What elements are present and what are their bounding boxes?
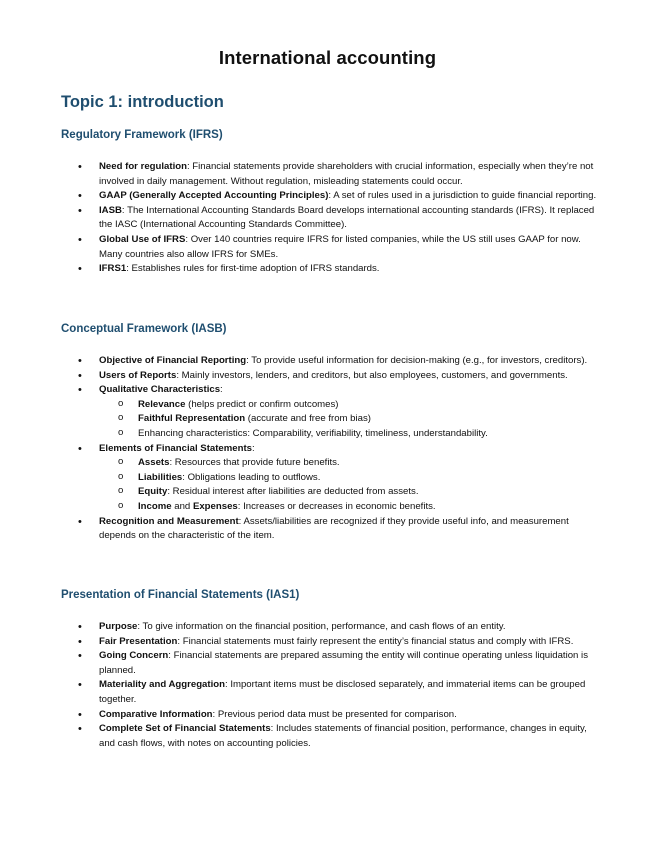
sub-list-item: o Assets: Resources that provide future benefits. (99, 456, 601, 471)
list-item: • Fair Presentation: Financial statements must fairly represent the entity’s financial status and comply with IFRS. (61, 635, 601, 650)
qualitative-sublist (99, 398, 601, 442)
elements-sublist (99, 456, 601, 514)
list-item: • Elements of Financial Statements: o Assets: Resources that provide future benefits. o Liabilities: Obligations leading to outflows. o Equity: Residual interest after liabilities are deducted from assets. o Income and Expenses: Increases or decreases in economic benefits. (61, 442, 601, 515)
list-item: • Global Use of IFRS: Over 140 countries require IFRS for listed companies, while the US still uses GAAP for now. Many countries also allow IFRS for SMEs. (61, 233, 601, 262)
list-item: • Complete Set of Financial Statements: Includes statements of financial position, performance, changes in equity, and cash flows, with notes on accounting policies. (61, 722, 601, 751)
list-item: • Comparative Information: Previous period data must be presented for comparison. (61, 708, 601, 723)
sub-list-item: o Relevance (helps predict or confirm outcomes) (99, 398, 601, 413)
list-item: • Users of Reports: Mainly investors, lenders, and creditors, but also employees, customers, and governments. (61, 369, 601, 384)
list-item: • Qualitative Characteristics: o Relevance (helps predict or confirm outcomes) o Faithful Representation (accurate and free from bias) o Enhancing characteristics: Comparability, verifiability, timeliness, understandability. (61, 383, 601, 441)
sub-list-item: o Equity: Residual interest after liabilities are deducted from assets. (99, 485, 601, 500)
sub-list-item: o Liabilities: Obligations leading to outflows. (99, 471, 601, 486)
section-heading-conceptual: Conceptual Framework (IASB) (61, 323, 227, 335)
sub-list-item: o Faithful Representation (accurate and free from bias) (99, 412, 601, 427)
topic-heading: Topic 1: introduction (61, 93, 224, 111)
section-heading-presentation: Presentation of Financial Statements (IAS1) (61, 589, 300, 601)
list-item: • Materiality and Aggregation: Important items must be disclosed separately, and immaterial items can be grouped together. (61, 678, 601, 707)
regulatory-list (61, 160, 601, 277)
list-item: • Recognition and Measurement: Assets/liabilities are recognized if they provide useful info, and measurement depends on the characteristic of the item. (61, 515, 601, 544)
presentation-list (61, 620, 601, 751)
list-item: • IASB: The International Accounting Standards Board develops international accounting standards (IFRS). It replaced the IASC (International Accounting Standards Committee). (61, 204, 601, 233)
list-item: • IFRS1: Establishes rules for first-time adoption of IFRS standards. (61, 262, 601, 277)
list-item: • Need for regulation: Financial statements provide shareholders with crucial information, especially when they’re not involved in daily management. Without regulation, misleading statements could occur. (61, 160, 601, 189)
sub-list-item: o Income and Expenses: Increases or decreases in economic benefits. (99, 500, 601, 515)
document-title: International accounting (218, 47, 437, 68)
list-item: • Objective of Financial Reporting: To provide useful information for decision-making (e.g., for investors, creditors). (61, 354, 601, 369)
list-item: • Going Concern: Financial statements are prepared assuming the entity will continue operating unless liquidation is planned. (61, 649, 601, 678)
conceptual-list (61, 354, 601, 544)
sub-list-item: o Enhancing characteristics: Comparability, verifiability, timeliness, understandability. (99, 427, 601, 442)
list-item: • GAAP (Generally Accepted Accounting Principles): A set of rules used in a jurisdiction to guide financial reporting. (61, 189, 601, 204)
section-heading-regulatory: Regulatory Framework (IFRS) (61, 129, 223, 141)
list-item: • Purpose: To give information on the financial position, performance, and cash flows of an entity. (61, 620, 601, 635)
